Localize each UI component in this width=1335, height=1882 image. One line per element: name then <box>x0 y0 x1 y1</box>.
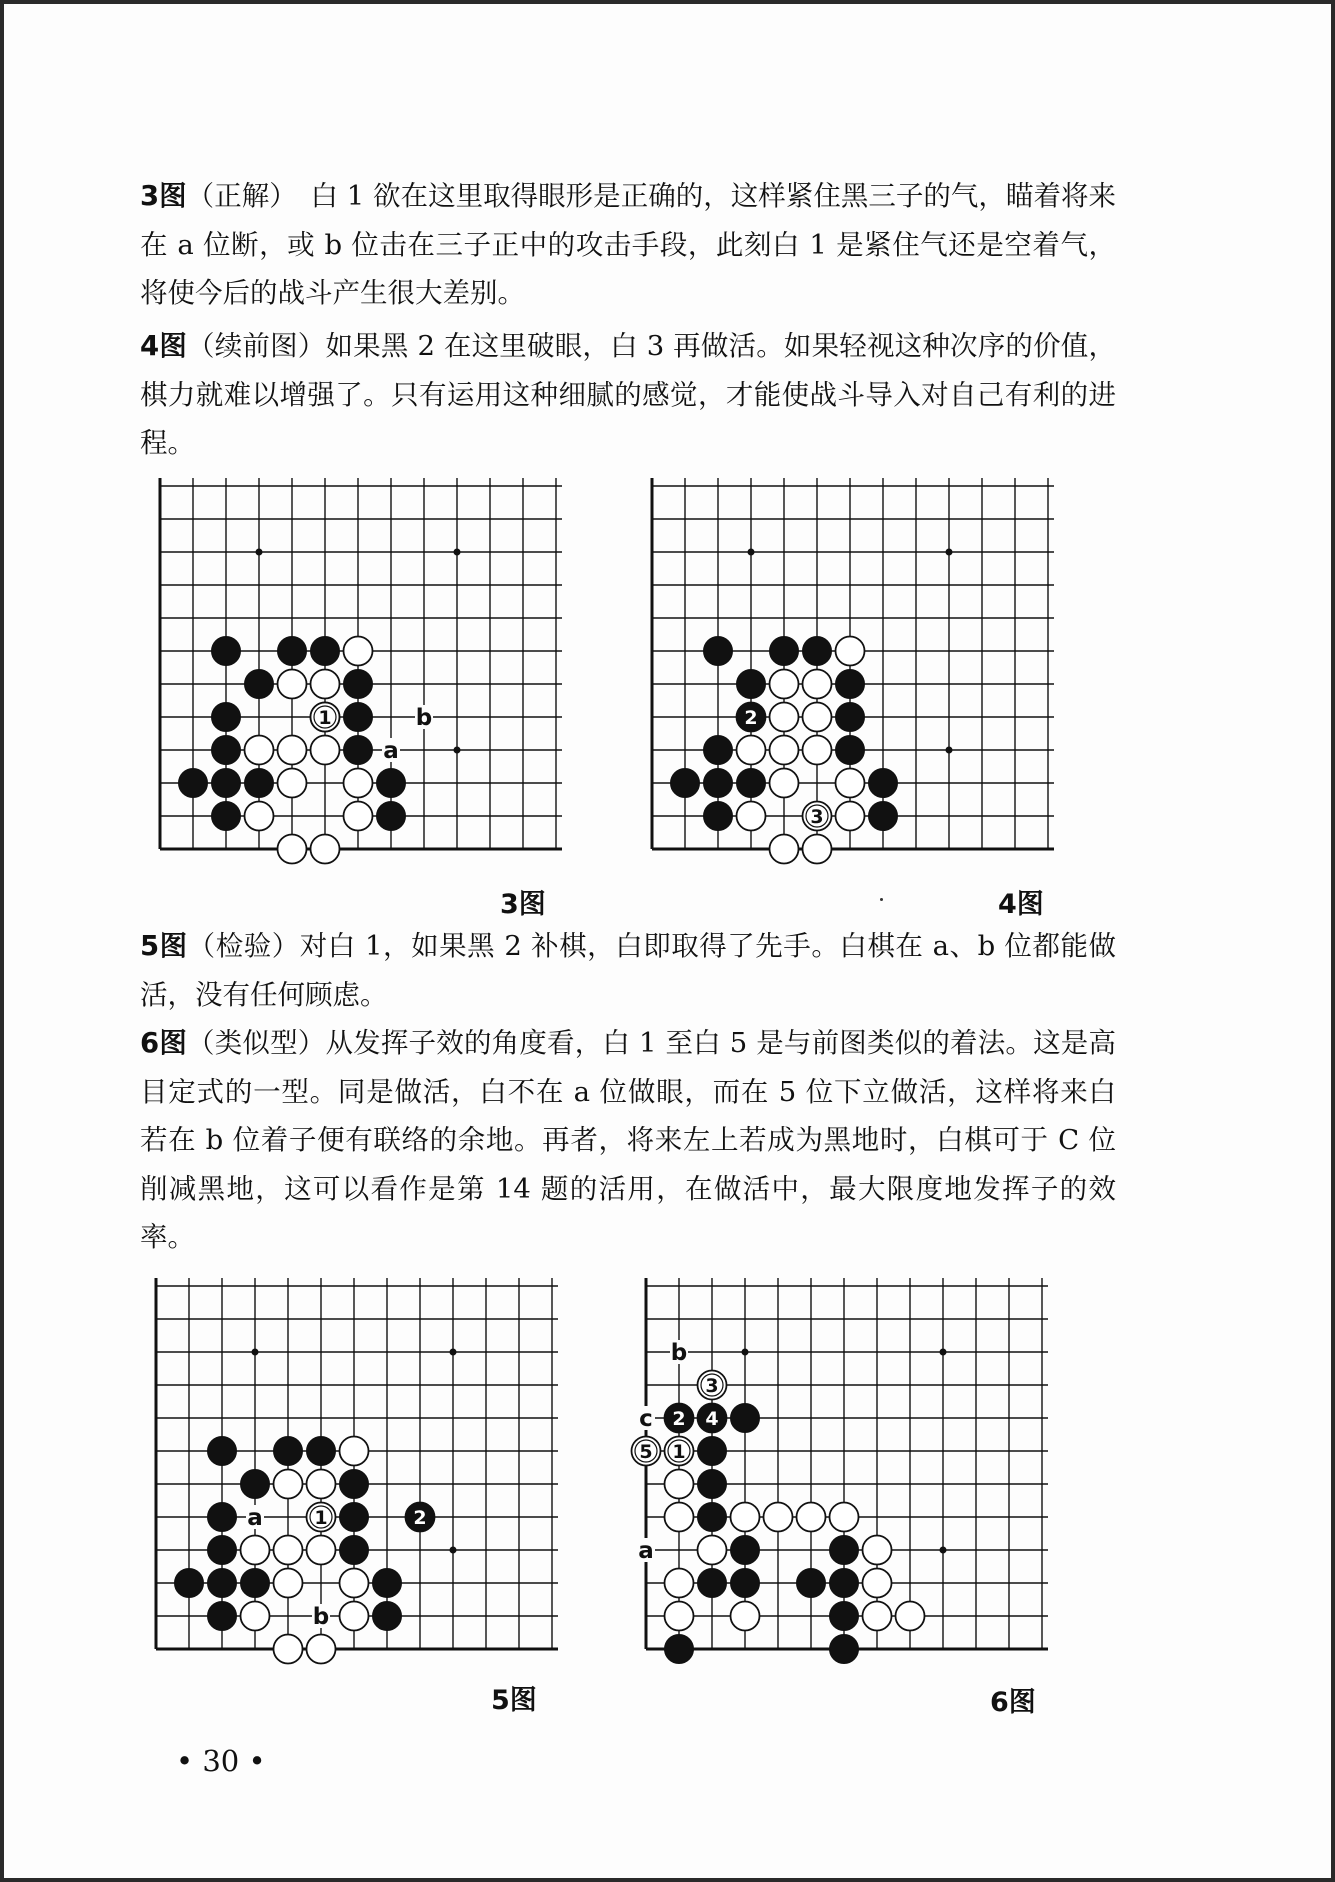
white-stone <box>278 769 307 798</box>
paragraph-text: （正解） 白 1 欲在这里取得眼形是正确的，这样紧住黑三子的气，瞄着将来在 a 位断，或 b 位击在三子正中的攻击手段，此刻白 1 是紧住气还是空着气，将使今后的战斗产生很大差别。 <box>140 180 1116 309</box>
star-point <box>450 1349 457 1356</box>
black-stone <box>373 1602 402 1631</box>
white-stone <box>896 1602 925 1631</box>
white-stone <box>731 1503 760 1532</box>
paragraph-text: （类似型）从发挥子效的角度看，白 1 至白 5 是与前图类似的着法。这是高目定式的一型。同是做活，白不在 a 位做眼，而在 5 位下立做活，这样将来白若在 b 位着子便有联络的余地。再者，将来左上若成为黑地时，白棋可于 C 位削减黑地，这可以看作是第 14 题的活用，在做活中，最大限度地发挥子的效率。 <box>140 1027 1116 1253</box>
black-stone <box>698 1569 727 1598</box>
paragraph-lead: 3图 <box>140 180 187 212</box>
white-stone <box>665 1503 694 1532</box>
black-stone <box>731 1569 760 1598</box>
black-stone <box>698 1503 727 1532</box>
white-stone <box>278 670 307 699</box>
black-stone <box>869 769 898 798</box>
star-point <box>748 549 755 556</box>
white-stone <box>665 1602 694 1631</box>
white-stone <box>863 1602 892 1631</box>
stone-move-number: 3 <box>705 1375 719 1397</box>
white-stone <box>836 802 865 831</box>
star-point <box>940 1547 947 1554</box>
white-stone <box>274 1569 303 1598</box>
go-board-diagram-4 <box>644 478 1100 880</box>
black-stone <box>737 670 766 699</box>
white-stone <box>311 736 340 765</box>
paragraph-diagram-6 <box>140 1019 1116 1262</box>
black-stone <box>274 1437 303 1466</box>
white-stone <box>764 1503 793 1532</box>
white-stone <box>245 802 274 831</box>
black-stone <box>836 736 865 765</box>
black-stone <box>731 1536 760 1565</box>
paragraph-diagram-4 <box>140 322 1116 468</box>
stone-move-number: 1 <box>318 707 332 729</box>
white-stone <box>770 835 799 864</box>
white-stone <box>344 769 373 798</box>
black-stone <box>869 802 898 831</box>
white-stone <box>770 670 799 699</box>
white-stone <box>698 1536 727 1565</box>
black-stone <box>344 703 373 732</box>
white-stone <box>803 703 832 732</box>
white-stone <box>731 1602 760 1631</box>
white-stone <box>797 1503 826 1532</box>
white-stone <box>803 670 832 699</box>
white-stone <box>836 769 865 798</box>
black-stone <box>212 802 241 831</box>
white-stone <box>803 736 832 765</box>
white-stone <box>344 802 373 831</box>
white-stone <box>311 835 340 864</box>
stone-move-number: 3 <box>810 806 824 828</box>
paragraph-diagram-5 <box>140 922 1116 1019</box>
star-point <box>454 747 461 754</box>
go-board-diagram-5 <box>148 1278 604 1680</box>
black-stone <box>830 1602 859 1631</box>
paragraph-lead: 5图 <box>140 930 188 962</box>
black-stone <box>212 637 241 666</box>
black-stone <box>731 1404 760 1433</box>
star-point <box>454 549 461 556</box>
white-stone <box>803 835 832 864</box>
white-stone <box>863 1536 892 1565</box>
black-stone <box>830 1635 859 1664</box>
stone-move-number: 5 <box>639 1441 653 1463</box>
board-letter-label: a <box>638 1538 654 1564</box>
star-point <box>940 1349 947 1356</box>
white-stone <box>863 1569 892 1598</box>
black-stone <box>175 1569 204 1598</box>
black-stone <box>671 769 700 798</box>
white-stone <box>830 1503 859 1532</box>
white-stone <box>278 736 307 765</box>
black-stone <box>307 1437 336 1466</box>
black-stone <box>704 769 733 798</box>
black-stone <box>704 637 733 666</box>
star-point <box>450 1547 457 1554</box>
black-stone <box>208 1437 237 1466</box>
board-letter-label: a <box>383 738 399 764</box>
black-stone <box>212 703 241 732</box>
white-stone <box>737 802 766 831</box>
black-stone <box>377 802 406 831</box>
stone-move-number: 4 <box>705 1408 719 1430</box>
print-speck <box>880 898 883 901</box>
go-board-diagram-3 <box>152 478 608 880</box>
caption-diagram-5: 5图 <box>491 1685 537 1716</box>
black-stone <box>836 670 865 699</box>
star-point <box>742 1349 749 1356</box>
paragraph-text: （续前图）如果黑 2 在这里破眼，白 3 再做活。如果轻视这种次序的价值，棋力就难以增强了。只有运用这种细腻的感觉，才能使战斗导入对自己有利的进程。 <box>140 330 1116 459</box>
black-stone <box>212 736 241 765</box>
white-stone <box>340 1569 369 1598</box>
white-stone <box>245 736 274 765</box>
white-stone <box>344 637 373 666</box>
black-stone <box>208 1569 237 1598</box>
black-stone <box>698 1470 727 1499</box>
white-stone <box>307 1536 336 1565</box>
star-point <box>252 1349 259 1356</box>
white-stone <box>307 1635 336 1664</box>
black-stone <box>665 1635 694 1664</box>
white-stone <box>274 1470 303 1499</box>
white-stone <box>340 1437 369 1466</box>
white-stone <box>770 736 799 765</box>
page-number: • 30 • <box>176 1744 266 1778</box>
white-stone <box>836 637 865 666</box>
paragraph-text: （检验）对白 1，如果黑 2 补棋，白即取得了先手。白棋在 a、b 位都能做活，没有任何顾虑。 <box>140 930 1116 1011</box>
board-letter-label: b <box>312 1604 330 1630</box>
board-letter-label: c <box>639 1406 653 1432</box>
paragraph-lead: 4图 <box>140 330 188 362</box>
stone-move-number: 1 <box>314 1507 328 1529</box>
black-stone <box>278 637 307 666</box>
board-letter-label: b <box>670 1340 688 1366</box>
white-stone <box>665 1569 694 1598</box>
white-stone <box>311 670 340 699</box>
black-stone <box>340 1503 369 1532</box>
stone-move-number: 2 <box>744 707 758 729</box>
white-stone <box>307 1470 336 1499</box>
black-stone <box>344 736 373 765</box>
black-stone <box>208 1536 237 1565</box>
paragraph-diagram-3 <box>140 172 1116 318</box>
caption-diagram-4: 4图 <box>998 889 1044 920</box>
board-letter-label: b <box>415 705 433 731</box>
white-stone <box>770 769 799 798</box>
caption-diagram-3: 3图 <box>500 889 546 920</box>
stone-move-number: 2 <box>413 1507 427 1529</box>
white-stone <box>241 1602 270 1631</box>
black-stone <box>377 769 406 798</box>
black-stone <box>830 1536 859 1565</box>
black-stone <box>208 1602 237 1631</box>
go-board-diagram-6 <box>638 1278 1094 1680</box>
black-stone <box>340 1536 369 1565</box>
white-stone <box>241 1536 270 1565</box>
black-stone <box>373 1569 402 1598</box>
stone-move-number: 2 <box>672 1408 686 1430</box>
black-stone <box>770 637 799 666</box>
black-stone <box>797 1569 826 1598</box>
star-point <box>256 549 263 556</box>
black-stone <box>241 1470 270 1499</box>
white-stone <box>665 1470 694 1499</box>
caption-diagram-6: 6图 <box>990 1687 1036 1718</box>
black-stone <box>344 670 373 699</box>
stone-move-number: 1 <box>672 1441 686 1463</box>
white-stone <box>274 1635 303 1664</box>
black-stone <box>737 769 766 798</box>
black-stone <box>698 1437 727 1466</box>
paragraph-lead: 6图 <box>140 1027 188 1059</box>
black-stone <box>836 703 865 732</box>
black-stone <box>704 802 733 831</box>
white-stone <box>340 1602 369 1631</box>
white-stone <box>278 835 307 864</box>
star-point <box>946 747 953 754</box>
black-stone <box>208 1503 237 1532</box>
black-stone <box>340 1470 369 1499</box>
black-stone <box>241 1569 270 1598</box>
black-stone <box>830 1569 859 1598</box>
black-stone <box>311 637 340 666</box>
black-stone <box>245 769 274 798</box>
black-stone <box>704 736 733 765</box>
black-stone <box>245 670 274 699</box>
star-point <box>946 549 953 556</box>
board-letter-label: a <box>247 1505 263 1531</box>
white-stone <box>274 1536 303 1565</box>
black-stone <box>803 637 832 666</box>
white-stone <box>770 703 799 732</box>
black-stone <box>212 769 241 798</box>
black-stone <box>179 769 208 798</box>
white-stone <box>737 736 766 765</box>
